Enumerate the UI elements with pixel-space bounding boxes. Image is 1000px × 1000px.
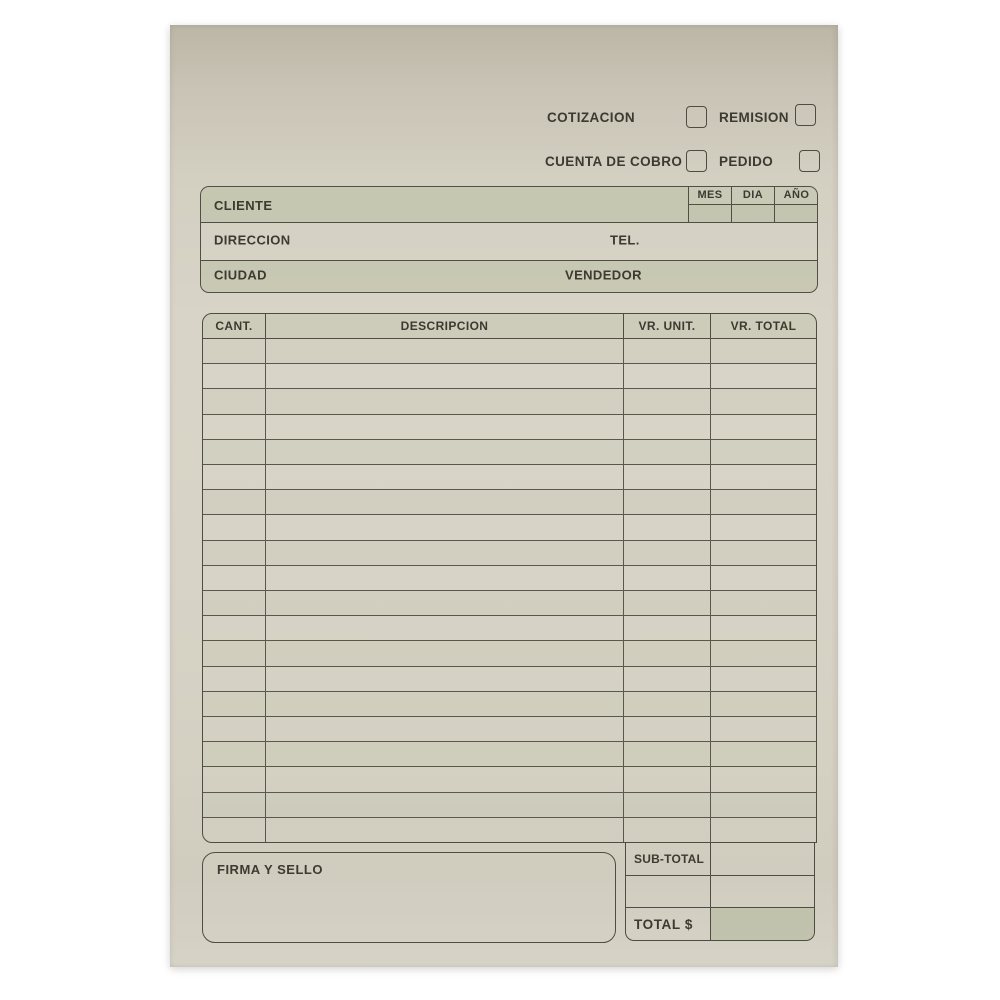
item-cell-descripcion[interactable]: [266, 818, 624, 842]
item-row: [203, 389, 816, 414]
item-row: [203, 767, 816, 792]
totals-middle-value-cell[interactable]: [711, 876, 814, 908]
firma-y-sello-label: FIRMA Y SELLO: [217, 862, 323, 877]
item-row: [203, 717, 816, 742]
item-cell-vr-total[interactable]: [711, 339, 816, 363]
cuenta-de-cobro-checkbox[interactable]: [686, 150, 707, 172]
item-cell-vr-unit[interactable]: [624, 490, 711, 514]
dia-value-cell[interactable]: [732, 205, 775, 223]
totals-box: [625, 843, 815, 941]
item-row: [203, 742, 816, 767]
item-cell-descripcion[interactable]: [266, 641, 624, 665]
item-cell-cant[interactable]: [203, 465, 266, 489]
item-row: [203, 415, 816, 440]
item-row: [203, 541, 816, 566]
item-cell-cant[interactable]: [203, 389, 266, 413]
item-cell-descripcion[interactable]: [266, 667, 624, 691]
item-row: [203, 591, 816, 616]
totals-middle-label: [626, 876, 711, 908]
client-info-box: [200, 186, 818, 293]
item-cell-vr-total[interactable]: [711, 364, 816, 388]
item-cell-vr-total[interactable]: [711, 440, 816, 464]
date-table: [688, 186, 818, 223]
signature-box[interactable]: [202, 852, 616, 943]
subtotal-value-cell[interactable]: [711, 843, 814, 875]
item-cell-cant[interactable]: [203, 818, 266, 842]
item-row: [203, 566, 816, 591]
item-cell-vr-total[interactable]: [711, 692, 816, 716]
item-cell-descripcion[interactable]: [266, 616, 624, 640]
item-cell-descripcion[interactable]: [266, 566, 624, 590]
item-cell-vr-total[interactable]: [711, 566, 816, 590]
item-cell-vr-total[interactable]: [711, 541, 816, 565]
item-cell-cant[interactable]: [203, 767, 266, 791]
items-table-header: [203, 314, 816, 339]
item-cell-vr-total[interactable]: [711, 818, 816, 842]
item-cell-vr-unit[interactable]: [624, 616, 711, 640]
item-cell-vr-unit[interactable]: [624, 742, 711, 766]
item-cell-cant[interactable]: [203, 541, 266, 565]
item-cell-vr-unit[interactable]: [624, 767, 711, 791]
item-cell-vr-total[interactable]: [711, 667, 816, 691]
item-cell-vr-unit[interactable]: [624, 364, 711, 388]
item-cell-vr-total[interactable]: [711, 490, 816, 514]
vr-unit-column-header: VR. UNIT.: [624, 314, 711, 338]
item-cell-descripcion[interactable]: [266, 339, 624, 363]
item-row: [203, 364, 816, 389]
item-cell-vr-unit[interactable]: [624, 641, 711, 665]
item-cell-descripcion[interactable]: [266, 767, 624, 791]
cuenta-de-cobro-label: CUENTA DE COBRO: [545, 154, 683, 169]
mes-header: MES: [689, 186, 732, 204]
item-cell-cant[interactable]: [203, 616, 266, 640]
item-row: [203, 818, 816, 842]
totals-middle-row: [626, 875, 814, 908]
cotizacion-checkbox[interactable]: [686, 106, 707, 128]
pedido-checkbox[interactable]: [799, 150, 820, 172]
item-cell-vr-unit[interactable]: [624, 339, 711, 363]
item-cell-vr-unit[interactable]: [624, 818, 711, 842]
items-table-body: [203, 339, 816, 842]
date-header-row: [689, 186, 818, 205]
vendedor-label: VENDEDOR: [565, 267, 642, 283]
item-cell-vr-unit[interactable]: [624, 566, 711, 590]
descripcion-column-header: DESCRIPCION: [266, 314, 624, 338]
item-cell-descripcion[interactable]: [266, 793, 624, 817]
item-cell-vr-unit[interactable]: [624, 541, 711, 565]
item-cell-vr-unit[interactable]: [624, 389, 711, 413]
item-row: [203, 667, 816, 692]
date-values-row: [689, 205, 818, 223]
item-cell-vr-total[interactable]: [711, 742, 816, 766]
cliente-label: CLIENTE: [214, 198, 273, 213]
item-cell-vr-unit[interactable]: [624, 591, 711, 615]
item-cell-vr-total[interactable]: [711, 415, 816, 439]
item-cell-cant[interactable]: [203, 490, 266, 514]
item-cell-descripcion[interactable]: [266, 389, 624, 413]
item-cell-vr-total[interactable]: [711, 465, 816, 489]
item-row: [203, 616, 816, 641]
remision-checkbox[interactable]: [795, 104, 816, 126]
cotizacion-label: COTIZACION: [547, 110, 635, 125]
item-cell-descripcion[interactable]: [266, 515, 624, 539]
item-cell-descripcion[interactable]: [266, 440, 624, 464]
item-row: [203, 641, 816, 666]
cant-column-header: CANT.: [203, 314, 266, 338]
item-cell-cant[interactable]: [203, 440, 266, 464]
item-cell-descripcion[interactable]: [266, 364, 624, 388]
item-cell-vr-total[interactable]: [711, 515, 816, 539]
item-cell-cant[interactable]: [203, 641, 266, 665]
item-cell-vr-unit[interactable]: [624, 793, 711, 817]
item-row: [203, 440, 816, 465]
item-cell-vr-total[interactable]: [711, 793, 816, 817]
direccion-field-row[interactable]: [201, 222, 817, 260]
item-cell-vr-total[interactable]: [711, 591, 816, 615]
item-row: [203, 465, 816, 490]
item-cell-vr-total[interactable]: [711, 767, 816, 791]
item-cell-descripcion[interactable]: [266, 541, 624, 565]
ciudad-label: CIUDAD: [214, 267, 267, 283]
item-cell-descripcion[interactable]: [266, 465, 624, 489]
item-row: [203, 692, 816, 717]
total-value-cell[interactable]: [711, 908, 814, 940]
item-cell-cant[interactable]: [203, 415, 266, 439]
subtotal-label: SUB-TOTAL: [626, 843, 711, 875]
ciudad-field-row[interactable]: [201, 260, 817, 292]
dia-header: DIA: [732, 186, 775, 204]
item-cell-cant[interactable]: [203, 793, 266, 817]
item-cell-descripcion[interactable]: [266, 742, 624, 766]
item-cell-descripcion[interactable]: [266, 591, 624, 615]
item-cell-vr-unit[interactable]: [624, 440, 711, 464]
mes-value-cell[interactable]: [689, 205, 732, 223]
item-row: [203, 515, 816, 540]
item-cell-descripcion[interactable]: [266, 490, 624, 514]
items-table: [202, 313, 817, 843]
item-cell-cant[interactable]: [203, 667, 266, 691]
item-cell-cant[interactable]: [203, 515, 266, 539]
item-cell-vr-unit[interactable]: [624, 692, 711, 716]
total-label: TOTAL $: [626, 908, 711, 940]
item-row: [203, 793, 816, 818]
item-cell-cant[interactable]: [203, 742, 266, 766]
item-row: [203, 490, 816, 515]
item-cell-vr-unit[interactable]: [624, 667, 711, 691]
item-cell-vr-total[interactable]: [711, 717, 816, 741]
item-cell-descripcion[interactable]: [266, 415, 624, 439]
item-cell-cant[interactable]: [203, 339, 266, 363]
subtotal-row: [626, 843, 814, 875]
vr-total-column-header: VR. TOTAL: [730, 319, 797, 333]
item-cell-cant[interactable]: [203, 591, 266, 615]
item-cell-cant[interactable]: [203, 364, 266, 388]
direccion-label: DIRECCION: [214, 232, 291, 248]
total-row: [626, 907, 814, 940]
item-cell-vr-unit[interactable]: [624, 415, 711, 439]
item-cell-vr-unit[interactable]: [624, 465, 711, 489]
item-row: [203, 339, 816, 364]
item-cell-vr-unit[interactable]: [624, 717, 711, 741]
ano-header: AÑO: [783, 188, 810, 201]
item-cell-vr-total[interactable]: [711, 616, 816, 640]
item-cell-vr-total[interactable]: [711, 389, 816, 413]
item-cell-vr-total[interactable]: [711, 641, 816, 665]
item-cell-descripcion[interactable]: [266, 692, 624, 716]
cliente-field-row[interactable]: [201, 187, 817, 222]
item-cell-vr-unit[interactable]: [624, 515, 711, 539]
ano-value-cell[interactable]: [775, 205, 818, 223]
form-paper: [170, 25, 838, 967]
item-cell-cant[interactable]: [203, 692, 266, 716]
remision-label: REMISION: [719, 110, 789, 125]
pedido-label: PEDIDO: [719, 154, 774, 169]
item-cell-descripcion[interactable]: [266, 717, 624, 741]
item-cell-cant[interactable]: [203, 566, 266, 590]
tel-label: TEL.: [610, 232, 640, 248]
item-cell-cant[interactable]: [203, 717, 266, 741]
